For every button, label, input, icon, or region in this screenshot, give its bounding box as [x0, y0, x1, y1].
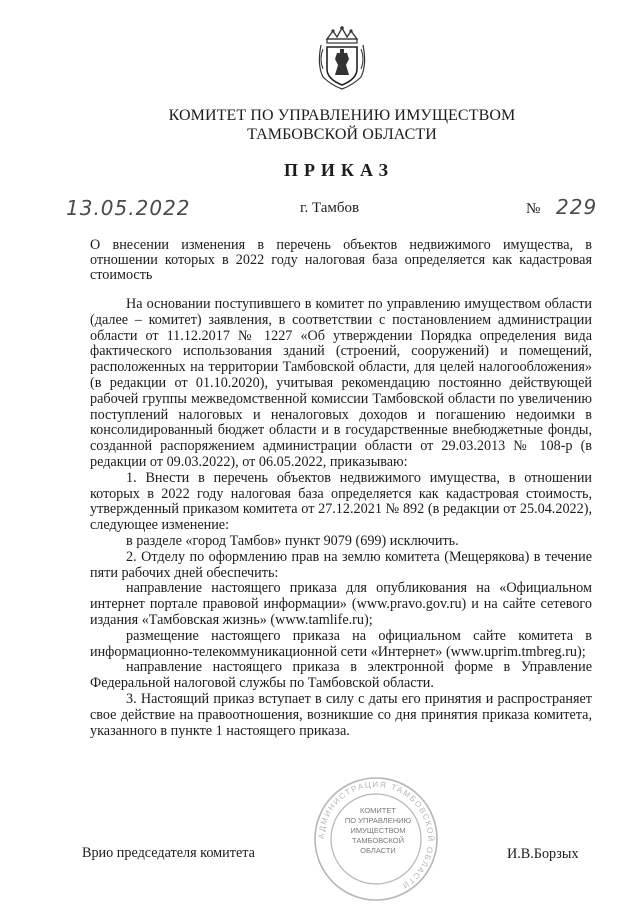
seal-inner-text: [338, 806, 418, 856]
paragraph-item-2: 2. Отделу по оформлению прав на землю комитета (Мещерякова) в течение пяти рабочих дней обеспечить:: [90, 548, 592, 581]
committee-name-line2: ТАМБОВСКОЙ ОБЛАСТИ: [247, 126, 437, 143]
order-subject: О внесении изменения в перечень объектов недвижимого имущества, в отношении которых в 2022 году налоговая база определяется как кадастровая стоимость: [90, 237, 592, 283]
seal-line-2: ПО УПРАВЛЕНИЮ: [344, 816, 412, 825]
order-city: г. Тамбов: [300, 200, 360, 216]
paragraph-item-1-change: в разделе «город Тамбов» пункт 9079 (699) исключить.: [126, 532, 459, 549]
paragraph-item-2-publication: направление настоящего приказа для опубликования на «Официальном интернет портале правовой информации» (www.pravo.gov.ru) и на сайте сетевого издания «Тамбовская жизнь» (www.tamlife.ru);: [90, 580, 592, 628]
committee-name: [0, 106, 640, 144]
committee-name-line1: КОМИТЕТ ПО УПРАВЛЕНИЮ ИМУЩЕСТВОМ: [168, 107, 516, 124]
paragraph-item-1: 1. Внести в перечень объектов недвижимого имущества, в отношении которых в 2022 году налоговая база определяется как кадастровая стоимость, утвержденный приказом комитета от 27.12.2021 № 892 (в редакции от 25.04.2022), следующее изменение:: [90, 469, 592, 534]
seal-line-4: ТАМБОВСКОЙ: [352, 836, 404, 845]
order-number-label: №: [526, 201, 541, 217]
paragraph-item-2-tax-service: направление настоящего приказа в электронной форме в Управление Федеральной налоговой службы по Тамбовской области.: [90, 659, 592, 692]
seal-ring-text: АДМИНИСТРАЦИЯ ТАМБОВСКОЙ ОБЛАСТИ: [316, 779, 436, 891]
order-number: 229: [556, 195, 598, 219]
order-body: [90, 297, 592, 739]
paragraph-item-3: 3. Настоящий приказ вступает в силу с даты его принятия и распространяет свое действие на правоотношения, возникшие со дня принятия приказа комитета, указанного в пункте 1 настоящего приказа.: [90, 690, 592, 739]
signatory-position: Врио председателя комитета: [82, 845, 255, 861]
paragraph-preamble: На основании поступившего в комитет по управлению имуществом области (далее – комитет) заявления, в соответствии с постановлением администрации области от 11.12.2017 № 1227 «Об утверждении Порядка определения вида фактического использования зданий (строений, сооружений) и помещений, расположенных на территории Тамбовской области, для целей налогообложения» (в редакции от 01.10.2020), учитывая рекомендацию постоянно действующей рабочей группы межведомственной комиссии Тамбовской области по увеличению поступлений налоговых и неналоговых доходов и погашению недоимки в консолидированный бюджет области и в государственные внебюджетные фонды, созданной распоряжением администрации области от 29.03.2013 № 108-р (в редакции от 09.03.2022), от 06.05.2022, приказываю:: [90, 296, 592, 470]
seal-line-1: КОМИТЕТ: [360, 806, 396, 815]
seal-line-5: ОБЛАСТИ: [360, 846, 396, 855]
order-date: 13.05.2022: [66, 196, 191, 220]
paragraph-item-2-website: размещение настоящего приказа на официальном сайте комитета в информационно-телекоммуникационной сети «Интернет» (www.uprim.tmbreg.ru);: [90, 627, 592, 660]
order-title: ПРИКАЗ: [283, 160, 395, 180]
seal-line-3: ИМУЩЕСТВОМ: [350, 826, 406, 835]
signatory-name: И.В.Борзых: [507, 846, 579, 862]
coat-of-arms-emblem: [313, 25, 371, 91]
